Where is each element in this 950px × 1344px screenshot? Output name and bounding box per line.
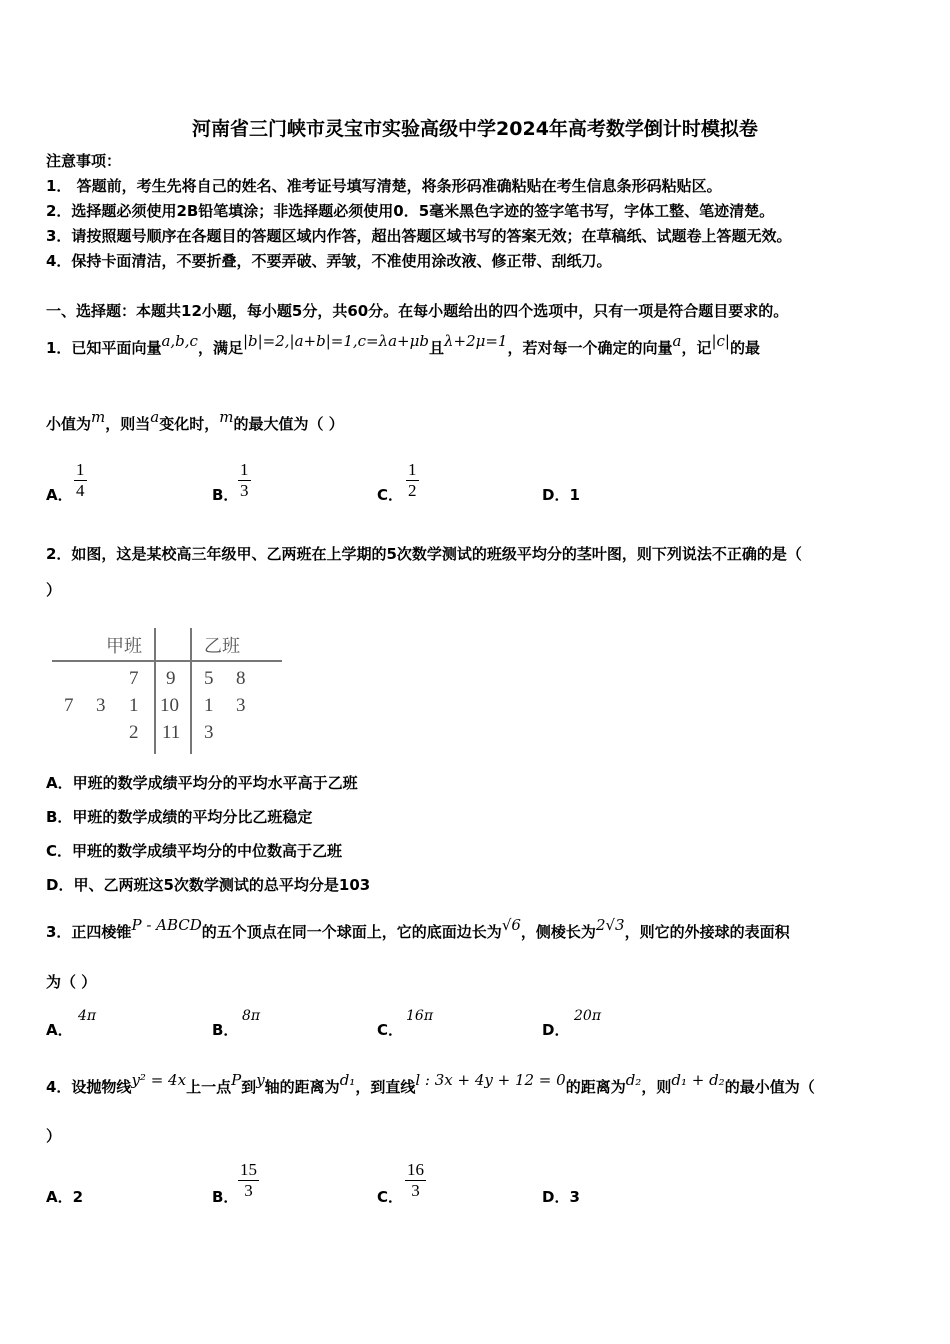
stem-value: 10: [160, 695, 179, 716]
option-b-label: B．: [212, 1188, 239, 1206]
vertical-rule-right: [190, 628, 192, 754]
option-c-label: C．: [377, 1021, 404, 1039]
option-c-label: C．: [377, 486, 404, 504]
option-c: C．甲班的数学成绩平均分的中位数高于乙班: [46, 842, 343, 860]
math-parabola: y² = 4x: [131, 1071, 187, 1089]
question-4-line-1: 4．设抛物线y² = 4x上一点P到y轴的距离为d₁，到直线l : 3x + 4y + 12 = 0的距离为d₂，则d₁ + d₂的最小值为（: [46, 1071, 815, 1096]
math-line: l : 3x + 4y + 12 = 0: [415, 1071, 566, 1089]
leaf-b: 5: [204, 668, 214, 689]
stem-value: 11: [162, 722, 181, 743]
leaf-b: 1: [204, 695, 214, 716]
stem-leaf-figure: [50, 628, 290, 758]
notice-heading: 注意事项：: [46, 152, 122, 170]
option-d-label: D．: [542, 1021, 570, 1039]
question-4-line-2: ）: [46, 1127, 62, 1145]
option-c-fraction: $\frac{16}{3}$: [407, 1160, 424, 1200]
question-3-line-2: 为（ ）: [46, 973, 97, 991]
leaf-a: 7: [129, 668, 139, 689]
math-a: a: [672, 332, 682, 350]
page-title: 河南省三门峡市灵宝市实验高级中学2024年高考数学倒计时模拟卷: [192, 118, 758, 140]
option-a: A．甲班的数学成绩平均分的平均水平高于乙班: [46, 774, 358, 792]
option-d-math: 20π: [574, 1008, 602, 1024]
section-heading: 一、选择题：本题共12小题，每小题5分，共60分。在每小题给出的四个选项中，只有一项是符合题目要求的。: [46, 302, 789, 320]
notice-item: 1． 答题前，考生先将自己的姓名、准考证号填写清楚，将条形码准确粘贴在考生信息条形码粘贴区。: [46, 177, 722, 195]
option-c-fraction: $\frac{1}{2}$: [408, 460, 417, 500]
math-lateral-edge: 2√3: [595, 916, 625, 934]
option-a-label: A．: [46, 1021, 73, 1039]
question-2-line-2: ）: [46, 581, 62, 599]
option-a-math: 4π: [78, 1008, 97, 1024]
leaf-b: 3: [236, 695, 246, 716]
math-conditions: |b|=2,|a+b|=1,c=λa+μb: [242, 332, 429, 350]
notice-item: 3．请按照题号顺序在各题目的答题区域内作答，超出答题区域书写的答案无效；在草稿纸、试题卷上答题无效。: [46, 227, 792, 245]
option-b-math: 8π: [242, 1008, 261, 1024]
header-class-a: 甲班: [106, 636, 142, 657]
option-b: B．甲班的数学成绩的平均分比乙班稳定: [46, 808, 313, 826]
option-c-label: C．: [377, 1188, 404, 1206]
option-d: D．1: [542, 486, 580, 504]
option-b-fraction: $\frac{1}{3}$: [240, 460, 249, 500]
question-3-line-1: 3．正四棱锥P - ABCD的五个顶点在同一个球面上，它的底面边长为√6，侧棱长为2√3，则它的外接球的表面积: [46, 916, 790, 941]
math-pyramid: P - ABCD: [131, 916, 202, 934]
math-vectors: a,b,c: [161, 332, 198, 350]
option-a-fraction: $\frac{1}{4}$: [76, 460, 85, 500]
math-lambda-mu: λ+2μ=1: [444, 332, 508, 350]
leaf-a: 3: [96, 695, 106, 716]
option-b-fraction: $\frac{15}{3}$: [240, 1160, 257, 1200]
leaf-b: 8: [236, 668, 246, 689]
vertical-rule-left: [154, 628, 156, 754]
math-abs-c: |c|: [711, 332, 730, 350]
question-1-line-2: 小值为m，则当a变化时，m的最大值为（ ）: [46, 408, 344, 433]
notice-item: 2．选择题必须使用2B铅笔填涂；非选择题必须使用0．5毫米黑色字迹的签字笔书写，字体工整、笔迹清楚。: [46, 202, 775, 220]
option-a-label: A．: [46, 486, 73, 504]
question-1-line-1: 1．已知平面向量a,b,c，满足|b|=2,|a+b|=1,c=λa+μb且λ+2μ=1，若对每一个确定的向量a，记|c|的最: [46, 332, 760, 357]
leaf-a: 7: [64, 695, 74, 716]
leaf-b: 3: [204, 722, 214, 743]
option-d: D．3: [542, 1188, 580, 1206]
horizontal-rule: [52, 660, 282, 662]
option-d: D．甲、乙两班这5次数学测试的总平均分是103: [46, 876, 371, 894]
stem-value: 9: [166, 668, 176, 689]
notice-item: 4．保持卡面清洁，不要折叠，不要弄破、弄皱，不准使用涂改液、修正带、刮纸刀。: [46, 252, 612, 270]
question-2-line-1: 2．如图，这是某校高三年级甲、乙两班在上学期的5次数学测试的班级平均分的茎叶图，则下列说法不正确的是（: [46, 545, 802, 563]
option-a: A．2: [46, 1188, 84, 1206]
header-class-b: 乙班: [204, 636, 240, 657]
option-b-label: B．: [212, 1021, 239, 1039]
leaf-a: 2: [129, 722, 139, 743]
leaf-a: 1: [129, 695, 139, 716]
option-c-math: 16π: [406, 1008, 434, 1024]
option-b-label: B．: [212, 486, 239, 504]
math-base-edge: √6: [501, 916, 521, 934]
